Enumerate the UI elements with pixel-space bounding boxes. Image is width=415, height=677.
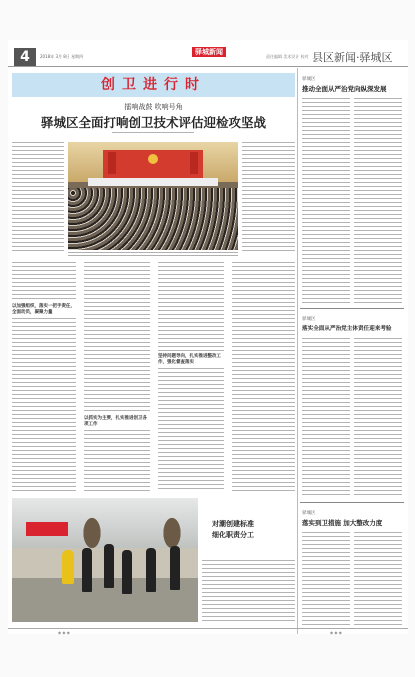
- footer-marks-left: ◆ ◆ ◆: [58, 630, 70, 635]
- body-text-column: [242, 142, 295, 254]
- body-text-column: [158, 368, 224, 492]
- person: [146, 548, 156, 592]
- article-headline: 驿城区全面打响创卫技术评估迎检攻坚战: [40, 115, 266, 130]
- audience-crowd: [68, 188, 238, 250]
- body-text-column: [302, 98, 350, 304]
- red-flag-left: [108, 152, 116, 174]
- person: [104, 544, 114, 588]
- body-text-column: [354, 98, 402, 304]
- article-subhead: 坚持问题导向，扎实推进整改工作，强化督查落实: [158, 354, 221, 365]
- red-sign-board: [26, 522, 68, 536]
- news-divider: [300, 502, 404, 503]
- body-text-column: [12, 262, 76, 302]
- article-kicker: 擂响战鼓 吹响号角: [124, 103, 183, 111]
- meeting-hall-photo: [68, 142, 238, 250]
- news-headline: 落实全面从严治党主体责任迎来考验: [302, 326, 392, 332]
- person-yellow-coat: [62, 550, 74, 584]
- body-text-column: [354, 338, 402, 498]
- column-divider: [297, 68, 298, 634]
- red-flag-right: [190, 152, 198, 174]
- issue-date: 2018年 3月 8日 星期四: [40, 54, 84, 59]
- news-headline: 落实到卫措施 加大整改力度: [302, 519, 383, 527]
- person: [170, 546, 180, 590]
- person: [122, 550, 132, 594]
- article-subhead: 以加强组织，落实一把手责任，全面动员，凝聚力量: [12, 304, 75, 315]
- side-headline: [212, 518, 292, 540]
- district-tag: 驿城区: [302, 77, 316, 82]
- article-byline: [112, 132, 194, 135]
- body-text-column: [12, 142, 64, 254]
- section-title: 县区新闻·驿城区: [312, 51, 393, 64]
- news-divider: [300, 308, 404, 309]
- body-text-column: [302, 532, 350, 628]
- newspaper-logo: 驿城新闻: [192, 47, 226, 57]
- body-text-column: [84, 430, 150, 492]
- district-tag: 驿城区: [302, 317, 316, 322]
- side-headline-line: 对潮创建标准: [212, 519, 254, 528]
- article-subhead: 以抓实为主要，扎实推进创卫各项工作: [84, 416, 147, 427]
- banner-title: 创卫进行时: [101, 77, 206, 93]
- rostrum-table: [88, 178, 218, 186]
- photo-caption: [68, 252, 238, 258]
- body-text-column: [232, 262, 295, 492]
- side-headline-line: 细化职责分工: [212, 530, 254, 539]
- footer-marks-right: ◆ ◆ ◆: [330, 630, 342, 635]
- street-inspection-photo: [12, 498, 198, 622]
- page-number: 4: [14, 48, 36, 66]
- body-text-column: [12, 318, 76, 492]
- footer-rule: [8, 628, 408, 629]
- district-tag: 驿城区: [302, 511, 316, 516]
- body-text-column: [202, 560, 295, 622]
- body-text-column: [158, 262, 224, 352]
- header-rule: [8, 66, 408, 67]
- editor-info: 责任编辑 美术设计 校对: [266, 54, 309, 59]
- news-headline: 推动全面从严治党向纵深发展: [302, 85, 387, 93]
- person: [82, 548, 92, 592]
- body-text-column: [354, 532, 402, 628]
- body-text-column: [84, 262, 150, 414]
- emblem-icon: [148, 154, 158, 164]
- body-text-column: [302, 338, 350, 498]
